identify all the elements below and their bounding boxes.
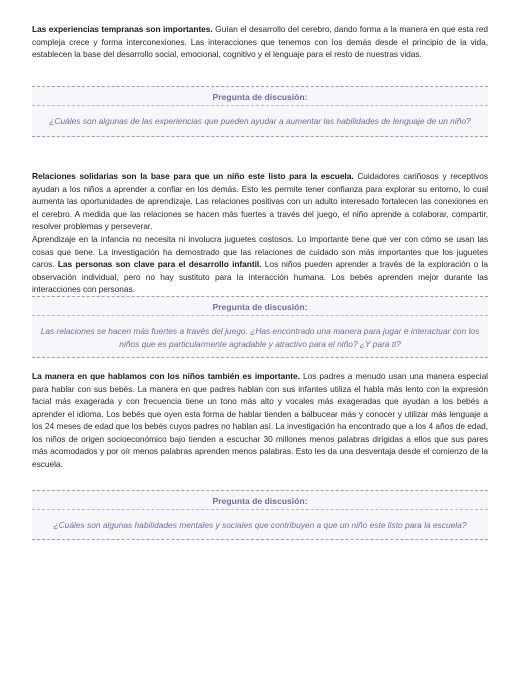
paragraph-learning-infancy bbox=[32, 233, 488, 296]
paragraph-body: Los padres a menudo usan una manera especial para hablar con sus bebés. La manera en que padres hablan con sus infantes utiliza el habla más lento con la expresión facial más exagerada y con frecuencia tiene un tono más alto y vocales más exageradas que ayudan a los bebés a aprender el idioma. Los bebés que oyen esta forma de hablar tienden a balbucear más y conocer y utilizar más lenguaje a los 24 meses de edad que los bebés cuyos padres no hablan así. La investigación ha encontrado que a los 4 años de edad, los niños de origen socioeconómico bajo tienden a escuchar 30 millones menos palabras dirigidas a ellos que sus pares más acomodados y por oír menos palabras aprenden menos palabras. Esto les da una desventaja desde el comienzo de la escuela. bbox=[32, 371, 488, 469]
paragraph-body: Cuidadores cariñosos y receptivos ayudan a los niños a aprender a confiar en los demás. Esto les permite tener confianza para explorar su entorno, lo cual aumenta las oportunidades de aprendizaje. Las relaciones positivas con un adulto interesado fortalecen las conexiones en el cerebro. A medida que las relaciones se hacen más fuertes a través del juego, el niño aprende a colaborar, compartir, resolver problemas y perseverar. bbox=[32, 171, 489, 231]
paragraph-body: Aprendizaje en la infancia no necesita ni involucra juguetes costosos. Lo importante tiene que ver con cómo se usan las cosas que tiene. La investigación ha demostrado que las relaciones de cuidado son más importantes que los juguetes caros. bbox=[32, 234, 488, 269]
discussion-title: Pregunta de discusión: bbox=[212, 302, 308, 312]
discussion-title: Pregunta de discusión: bbox=[212, 92, 308, 102]
paragraph-lead: Relaciones solidarias son la base para que un niño este listo para la escuela. bbox=[32, 171, 354, 181]
paragraph-lead: La manera en que hablamos con los niños también es importante. bbox=[32, 371, 300, 381]
paragraph-supportive-relationships bbox=[32, 170, 488, 233]
discussion-box-2 bbox=[32, 296, 488, 358]
discussion-question: ¿Cuáles son algunas de las experiencias que pueden ayudar a aumentar las habilidades de lenguaje de un niño? bbox=[49, 116, 471, 126]
paragraph-how-we-talk bbox=[32, 370, 488, 470]
discussion-question: ¿Cuáles son algunas habilidades mentales y sociales que contribuyen a que un niño este listo para la escuela? bbox=[53, 520, 467, 530]
paragraph-early-experiences bbox=[32, 23, 488, 61]
discussion-question: Las relaciones se hacen más fuertes a través del juego. ¿Has encontrado una manera para jugar e interactuar con los niños que es particularmente agradable y atractivo para el niño? ¿Y para ti? bbox=[40, 326, 480, 349]
discussion-title: Pregunta de discusión: bbox=[212, 496, 308, 506]
discussion-box-1 bbox=[32, 86, 488, 137]
paragraph-lead: Las experiencias tempranas son importantes. bbox=[32, 24, 213, 34]
paragraph-body: Guían el desarrollo del cerebro, dando forma a la manera en que esta red compleja crece y forma interconexiones. Las interacciones que tenemos con los demás desde el principio de la vida, establecen la base del desarrollo social, emocional, cognitivo y el lenguaje para el resto de nuestras vidas. bbox=[32, 24, 488, 59]
discussion-box-3 bbox=[32, 490, 488, 540]
paragraph-body: Los niños pueden aprender a través de la exploración o la observación individual, pero no hay sustituto para la interacción humana. Los bebés aprenden mejor durante las interacciones con personas. bbox=[32, 259, 488, 294]
paragraph-lead: Las personas son clave para el desarrollo infantil. bbox=[57, 259, 262, 269]
